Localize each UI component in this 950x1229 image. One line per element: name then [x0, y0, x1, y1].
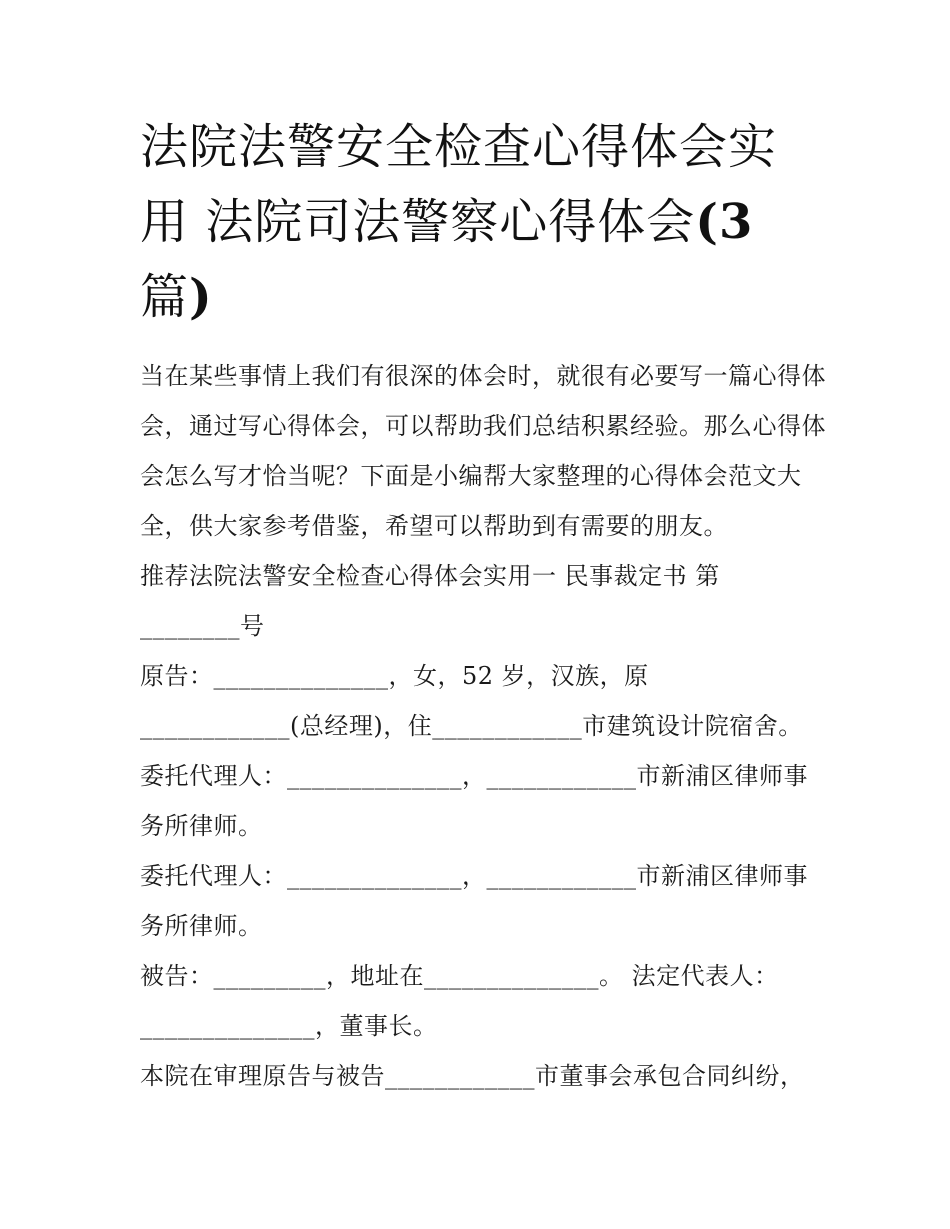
- title-line-2-count: (3: [695, 194, 754, 250]
- document-page: [140, 110, 830, 1101]
- title-line-3: 篇: [140, 269, 190, 325]
- recommend-heading-paragraph: 推荐法院法警安全检查心得体会实用一 民事裁定书 第 ________号: [140, 562, 720, 640]
- intro-paragraph: 当在某些事情上我们有很深的体会时，就很有必要写一篇心得体会，通过写心得体会，可以帮助我们总结积累经验。那么心得体会怎么写才恰当呢？下面是小编帮大家整理的心得体会范文大全，供大家参考借鉴，希望可以帮助到有需要的朋友。: [140, 362, 826, 540]
- title-line-3-paren: ): [189, 269, 213, 325]
- agent-paragraph-1: 委托代理人：______________，____________市新浦区律师事务所律师。: [140, 762, 808, 840]
- court-paragraph: 本院在审理原告与被告____________市董事会承包合同纠纷，: [140, 1062, 805, 1090]
- plaintiff-paragraph: 原告：______________，女，52 岁，汉族，原____________(总经理)，住____________市建筑设计院宿舍。: [140, 662, 803, 740]
- agent-paragraph-2: 委托代理人：______________，____________市新浦区律师事务所律师。: [140, 862, 808, 940]
- title-line-2: 用 法院司法警察心得体会: [140, 194, 696, 250]
- defendant-paragraph: 被告：_________，地址在______________。 法定代表人：______________，董事长。: [140, 962, 779, 1040]
- document-title: [140, 110, 830, 335]
- title-line-1: 法院法警安全检查心得体会实: [140, 119, 778, 175]
